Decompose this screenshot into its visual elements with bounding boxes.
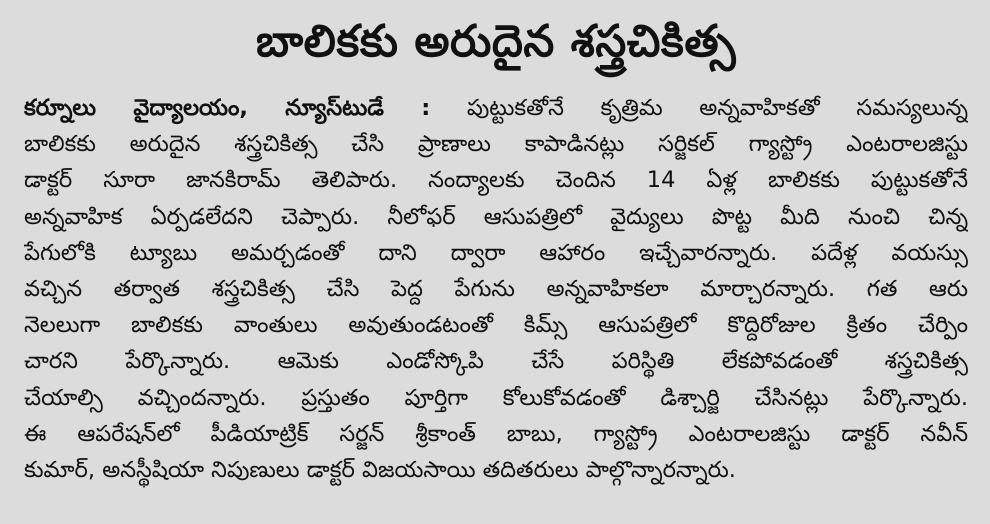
article-body: [24, 90, 968, 488]
article-line-9: చేయాల్సి వచ్చిందన్నారు. ప్రస్తుతం పూర్తిగా కోలుకోవడంతో డిశ్చార్జి చేసినట్లు పేర్కొన్నారు.: [24, 384, 968, 411]
article-text: పుట్టుకతోనే కృత్రిమ అన్నవాహికతో సమస్యలున్న: [466, 95, 968, 121]
article-line-10: ఈ ఆపరేషన్‌లో పీడియాట్రిక్ సర్జన్ శ్రీకాంత్ బాబు, గ్యాస్ట్రో ఎంటరాలజిస్టు డాక్టర్ నవీన్: [24, 420, 968, 447]
article-line-1: [24, 90, 968, 126]
article-line-2: బాలికకు అరుదైన శస్త్రచికిత్స చేసి ప్రాణాలు కాపాడినట్లు సర్జికల్ గ్యాస్ట్రో ఎంటరాలజిస్టు: [24, 131, 968, 158]
article-line-4: అన్నవాహిక ఏర్పడలేదని చెప్పారు. నీలోఫర్ ఆసుపత్రిలో వైద్యులు పొట్ట మీది నుంచి చిన్న: [24, 203, 968, 230]
article-line-6: వచ్చిన తర్వాత శస్త్రచికిత్స చేసి పెద్ద పేగును అన్నవాహికలా మార్చారన్నారు. గత ఆరు: [24, 275, 968, 302]
article-line-5: పేగులోకి ట్యూబు అమర్చడంతో దాని ద్వారా ఆహారం ఇచ్చేవారన్నారు. పదేళ్ల వయస్సు: [24, 239, 968, 266]
article-line-11: కుమార్, అనస్థీషియా నిపుణులు డాక్టర్ విజయసాయి తదితరులు పాల్గొన్నారన్నారు.: [24, 456, 736, 483]
article-line-7: నెలలుగా బాలికకు వాంతులు అవుతుండటంతో కిమ్స్ ఆసుపత్రిలో కొద్దిరోజుల క్రితం చేర్పిం: [24, 312, 968, 339]
headline: బాలికకు అరుదైన శస్త్రచికిత్స: [255, 16, 737, 67]
article-line-3: డాక్టర్ సూరా జానకిరామ్ తెలిపారు. నంద్యాలకు చెందిన 14 ఏళ్ల బాలికకు పుట్టుకతోనే: [24, 167, 968, 194]
dateline: కర్నూలు వైద్యాలయం, న్యూస్‌టుడే :: [24, 95, 431, 121]
article-line-8: చారని పేర్కొన్నారు. ఆమెకు ఎండోస్కోపి చేసే పరిస్థితి లేకపోవడంతో శస్త్రచికిత్స: [24, 348, 968, 375]
